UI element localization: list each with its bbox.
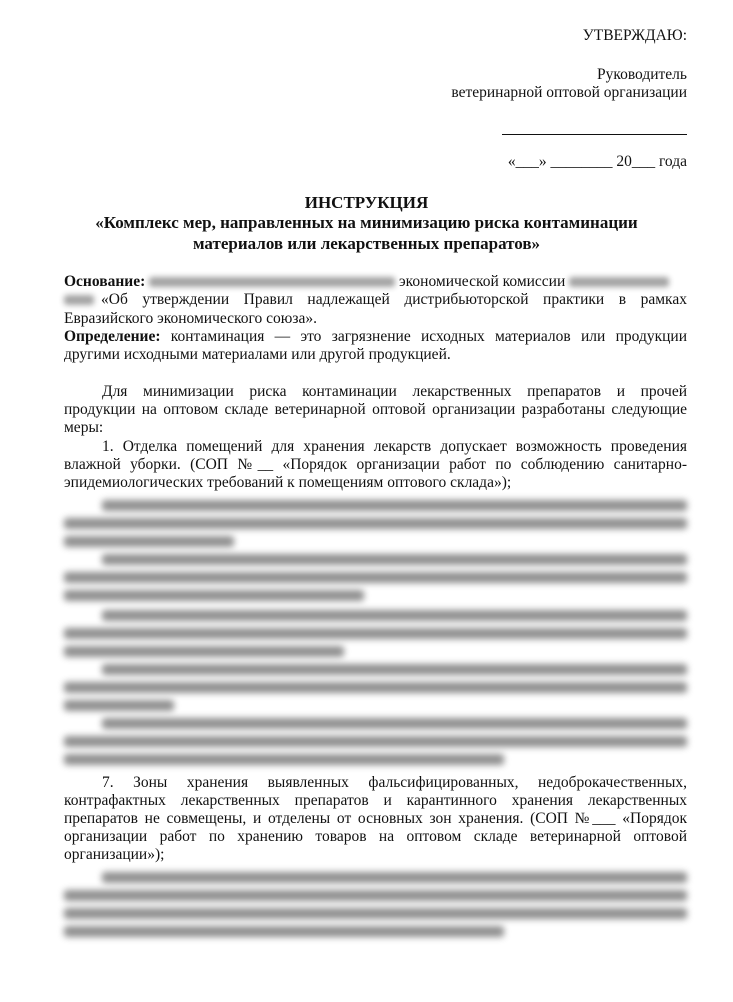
document-subtitle-line2: материалов или лекарственных препаратов» [192, 234, 541, 253]
redacted-line [64, 536, 234, 547]
item7-line5: организации»); [64, 846, 165, 863]
redacted-line [102, 610, 687, 621]
approval-title: УТВЕРЖДАЮ: [582, 27, 687, 44]
basis-line3: Евразийского экономического союза». [64, 310, 317, 327]
approval-role-line2: ветеринарной оптовой организации [451, 84, 687, 101]
basis-line2 [64, 291, 687, 309]
redacted-line [102, 500, 687, 511]
item7-line2: контрафактных лекарственных препаратов и карантинного хранения лекарственных [64, 792, 687, 809]
redacted-line [64, 682, 687, 693]
redacted-line [64, 700, 174, 711]
redacted-line [102, 554, 687, 565]
item1-line1: 1. Отделка помещений для хранения лекарств допускает возможность проведения [102, 438, 687, 455]
intro-line2: продукции на оптовом складе ветеринарной оптовой организации разработаны следующие [64, 401, 687, 418]
approval-role-line1: Руководитель [596, 66, 687, 83]
redacted-text [149, 277, 395, 287]
definition-label: Определение: [64, 328, 161, 345]
signature-line [502, 134, 687, 135]
basis-line1 [64, 273, 669, 291]
redacted-line [64, 926, 504, 937]
intro-line1: Для минимизации риска контаминации лекарственных препаратов и прочей [102, 383, 687, 400]
redacted-line [102, 664, 687, 675]
basis-text-2: «Об утверждении Правил надлежащей дистрибьюторской практики в рамках [101, 291, 687, 308]
intro-line3: меры: [64, 419, 104, 436]
redacted-text [569, 277, 669, 287]
redacted-line [64, 518, 687, 529]
redacted-line [64, 590, 364, 601]
redacted-line [64, 628, 687, 639]
document-subtitle-line1: «Комплекс мер, направленных на минимизацию риска контаминации [95, 213, 638, 232]
definition-line2: другими исходными материалами или другой продукцией. [64, 346, 451, 363]
definition-text: контаминация — это загрязнение исходных материалов или продукции [170, 328, 688, 345]
basis-label: Основание: [64, 273, 146, 290]
basis-text: экономической комиссии [399, 273, 566, 290]
definition-line1 [64, 328, 687, 346]
redacted-line [64, 646, 344, 657]
redacted-line [64, 908, 687, 919]
redacted-line [64, 754, 504, 765]
item7-line4: организации работ по хранению товаров на оптовом складе ветеринарной оптовой [64, 828, 687, 845]
item1-line2: влажной уборки. (СОП №__ «Порядок организации работ по соблюдению санитарно- [64, 456, 687, 473]
redacted-line [102, 872, 687, 883]
document-title: ИНСТРУКЦИЯ [304, 193, 429, 212]
item7-line1: 7. Зоны хранения выявленных фальсифицированных, недоброкачественных, [102, 774, 687, 791]
redacted-line [102, 718, 687, 729]
item7-line3: препаратов не совмещены, и отделены от основных зон хранения. (СОП №___ «Порядок [64, 810, 687, 827]
redacted-line [64, 890, 687, 901]
redacted-line [64, 736, 687, 747]
approval-date-line: «___» ________ 20___ года [507, 153, 687, 170]
redacted-line [64, 572, 687, 583]
item1-line3: эпидемиологических требований к помещениям оптового склада»); [64, 474, 512, 491]
redacted-text [64, 295, 94, 305]
